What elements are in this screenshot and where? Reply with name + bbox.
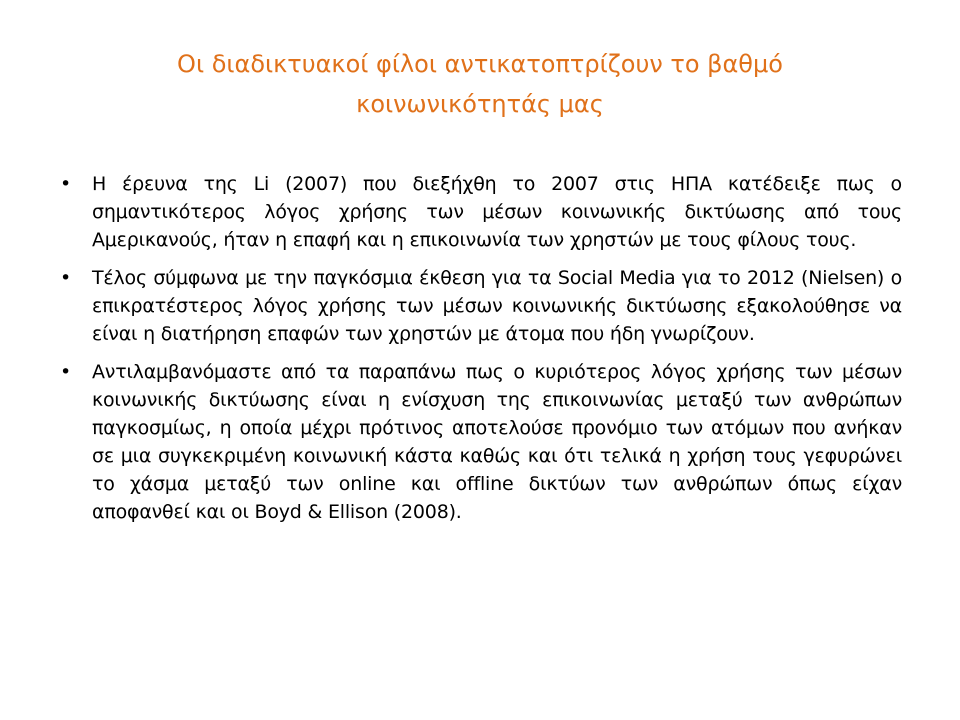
slide-title: [60, 44, 900, 124]
bullet-item: [60, 358, 902, 526]
slide-title-line-1: Οι διαδικτυακοί φίλοι αντικατοπτρίζουν το βαθμό: [177, 50, 783, 78]
bullet-marker: •: [60, 267, 72, 289]
slide-title-line-2: κοινωνικότητάς μας: [356, 90, 604, 118]
bullet-item: [60, 170, 902, 254]
bullet-text: Η έρευνα της Li (2007) που διεξήχθη το 2007 στις ΗΠΑ κατέδειξε πως ο σημαντικότερος λόγος χρήσης των μέσων κοινωνικής δικτύωσης από τους Αμερικανούς, ήταν η επαφή και η επικοινωνία των χρηστών με τους φίλους τους.: [92, 173, 902, 251]
bullet-item: [60, 264, 902, 348]
bullet-marker: •: [60, 173, 72, 195]
bullet-marker: •: [60, 361, 72, 383]
bullet-list: [60, 170, 902, 536]
bullet-text: Αντιλαμβανόμαστε από τα παραπάνω πως ο κυριότερος λόγος χρήσης των μέσων κοινωνικής δικτύωσης είναι η ενίσχυση της επικοινωνίας μεταξύ των ανθρώπων παγκοσμίως, η οποία μέχρι πρότινος αποτελούσε προνόμιο των ατόμων που ανήκαν σε μια συγκεκριμένη κοινωνική κάστα καθώς και ότι τελικά η χρήση τους γεφυρώνει το χάσμα μεταξύ των online και offline δικτύων των ανθρώπων όπως είχαν αποφανθεί και οι Boyd & Ellison (2008).: [92, 361, 902, 523]
bullet-text: Τέλος σύμφωνα με την παγκόσμια έκθεση για τα Social Media για το 2012 (Nielsen) ο επικρατέστερος λόγος χρήσης των μέσων κοινωνικής δικτύωσης εξακολούθησε να είναι η διατήρηση επαφών των χρηστών με άτομα που ήδη γνωρίζουν.: [92, 267, 902, 345]
